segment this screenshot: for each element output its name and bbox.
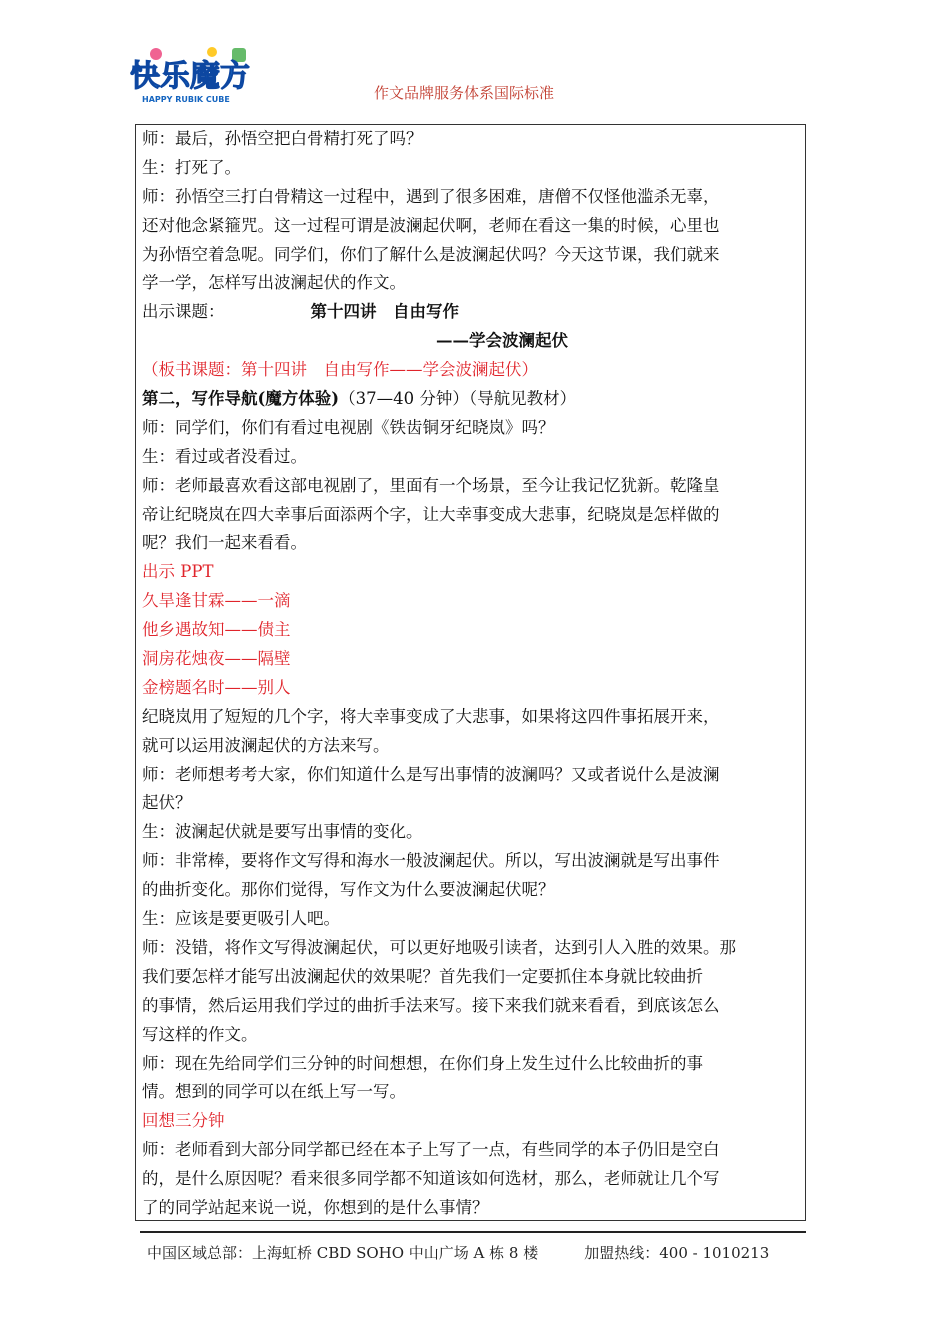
header-tagline: 作文品牌服务体系国际标准 — [374, 84, 555, 102]
text-line: 写这样的作文。 — [142, 1024, 258, 1044]
text-line: 师：现在先给同学们三分钟的时间想想，在你们身上发生过什么比较曲折的事 — [142, 1053, 703, 1073]
text-line: 呢？我们一起来看看。 — [142, 533, 307, 553]
page-footer — [147, 1242, 787, 1263]
text-line: 生：应该是要更吸引人吧。 — [142, 909, 340, 929]
footer-address: 中国区域总部：上海虹桥 CBD SOHO 中山广场 A 栋 8 楼 — [147, 1244, 539, 1262]
text-line: 的，是什么原因呢？看来很多同学都不知道该如何选材，那么，老师就让几个写 — [142, 1169, 720, 1189]
ppt-note: 出示 PPT — [142, 562, 214, 582]
ppt-item: 他乡遇故知——债主 — [142, 620, 291, 640]
text-line: 师：最后，孙悟空把白骨精打死了吗？ — [142, 129, 423, 148]
text-line: 师：非常棒，要将作文写得和海水一般波澜起伏。所以，写出波澜就是写出事件 — [142, 851, 720, 871]
text-line: 生：打死了。 — [142, 157, 241, 177]
section-heading-time: （37—40 分钟）（导航见教材） — [339, 389, 577, 409]
footer-hotline: 加盟热线：400 - 1010213 — [584, 1244, 770, 1262]
text-line: 学一学，怎样写出波澜起伏的作文。 — [142, 273, 406, 293]
ppt-item: 久旱逢甘霖——一滴 — [142, 591, 291, 611]
brand-logo — [128, 44, 258, 106]
text-line: 纪晓岚用了短短的几个字，将大幸事变成了大悲事，如果将这四件事拓展开来， — [142, 706, 720, 726]
text-line: 师：孙悟空三打白骨精这一过程中，遇到了很多困难，唐僧不仅怪他滥杀无辜， — [142, 186, 720, 206]
text-line: 我们要怎样才能写出波澜起伏的效果呢？首先我们一定要抓住本身就比较曲折 — [142, 966, 703, 986]
logo-graphic — [128, 44, 258, 106]
logo-subtitle: HAPPY RUBIK CUBE — [142, 95, 230, 104]
section-heading — [142, 385, 799, 414]
text-line: 就可以运用波澜起伏的方法来写。 — [142, 735, 390, 755]
text-line: 生：波澜起伏就是要写出事情的变化。 — [142, 822, 423, 842]
text-line: 师：老师看到大部分同学都已经在本子上写了一点，有些同学的本子仍旧是空白 — [142, 1140, 720, 1160]
text-line: 情。想到的同学可以在纸上写一写。 — [142, 1082, 406, 1102]
text-line: 师：老师想考考大家，你们知道什么是写出事情的波澜吗？又或者说什么是波澜 — [142, 764, 720, 784]
text-line: 师：老师最喜欢看这部电视剧了，里面有一个场景，至今让我记忆犹新。乾隆皇 — [142, 475, 720, 495]
topic-line — [142, 298, 799, 327]
text-line: 的曲折变化。那你们觉得，写作文为什么要波澜起伏呢？ — [142, 880, 555, 900]
section-heading-title: 第二，写作导航(魔方体验) — [142, 389, 340, 409]
activity-note: 回想三分钟 — [142, 1111, 225, 1131]
logo-wordmark: 快乐魔方 — [130, 59, 250, 94]
text-line: 师：同学们，你们有看过电视剧《铁齿铜牙纪晓岚》吗？ — [142, 417, 555, 437]
text-line: 起伏？ — [142, 793, 192, 813]
lesson-title: 第十四讲 自由写作 — [310, 302, 459, 322]
ppt-item: 洞房花烛夜——隔壁 — [142, 649, 291, 669]
lesson-content — [135, 124, 806, 1221]
lesson-subtitle: ——学会波澜起伏 — [436, 331, 568, 351]
text-line: 的事情，然后运用我们学过的曲折手法来写。接下来我们就来看看，到底该怎么 — [142, 995, 720, 1015]
text-line: 师：没错，将作文写得波澜起伏，可以更好地吸引读者，达到引人入胜的效果。那 — [142, 937, 736, 957]
text-line: 还对他念紧箍咒。这一过程可谓是波澜起伏啊，老师在看这一集的时候，心里也 — [142, 215, 720, 235]
ppt-item: 金榜题名时——别人 — [142, 677, 291, 697]
topic-label: 出示课题： — [142, 302, 225, 322]
text-line: 生：看过或者没看过。 — [142, 446, 307, 466]
text-line: 帝让纪晓岚在四大幸事后面添两个字，让大幸事变成大悲事，纪晓岚是怎样做的 — [142, 504, 720, 524]
board-title-note: （板书课题：第十四讲 自由写作——学会波澜起伏） — [142, 360, 538, 380]
text-line: 为孙悟空着急呢。同学们，你们了解什么是波澜起伏吗？今天这节课，我们就来 — [142, 244, 720, 264]
text-line: 了的同学站起来说一说，你想到的是什么事情？ — [142, 1197, 489, 1217]
footer-divider — [140, 1231, 806, 1233]
